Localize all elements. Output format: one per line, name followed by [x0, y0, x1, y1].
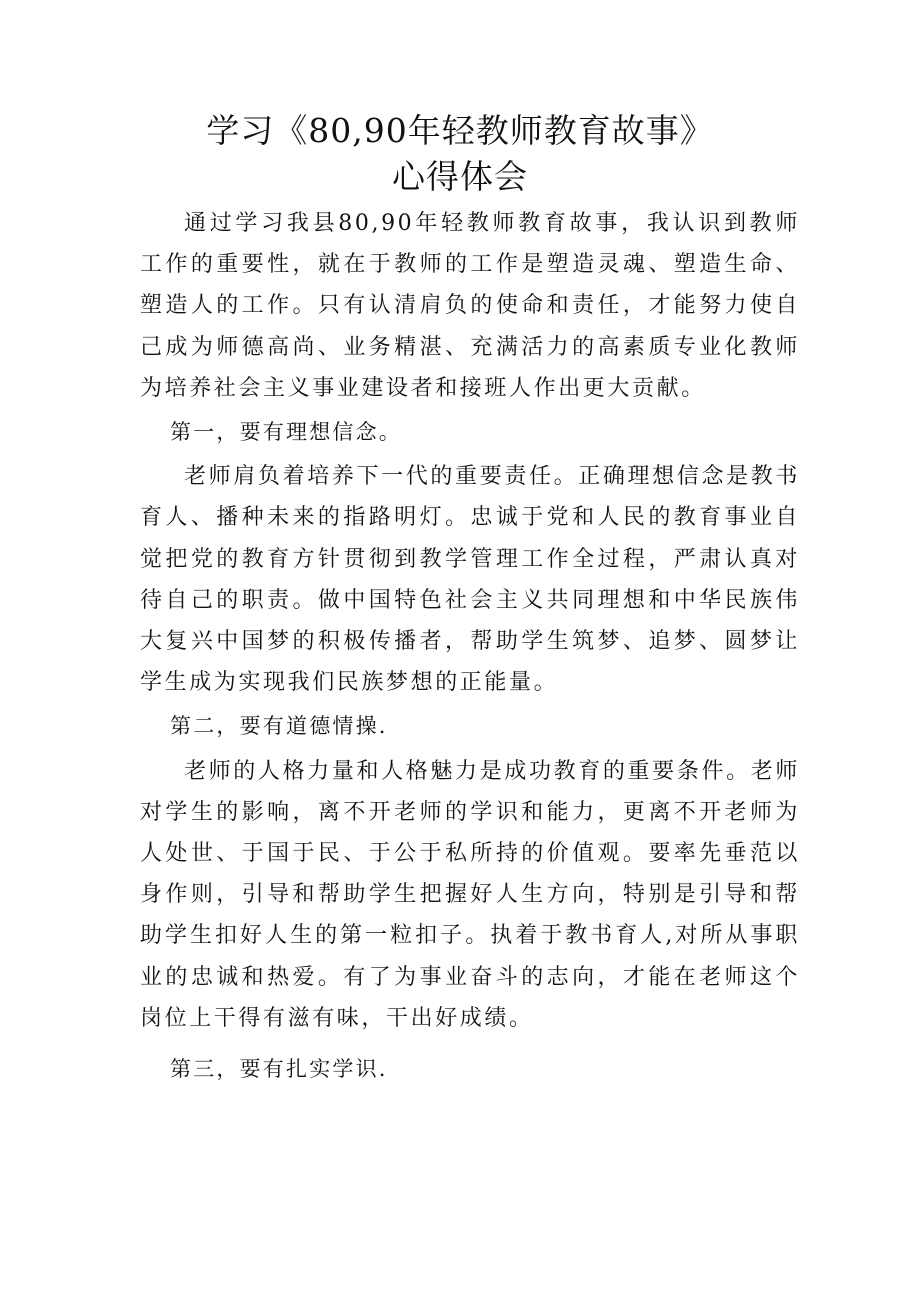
document-title-line-1: 学习《80,90年轻教师教育故事》 — [206, 111, 714, 150]
section-paragraph-1: 老师肩负着培养下一代的重要责任。正确理想信念是教书育人、播种未来的指路明灯。忠诚于党和人民的教育事业自觉把党的教育方针贯彻到教学管理工作全过程，严肃认真对待自己的职责。做中国特色社会主义共同理想和中华民族伟大复兴中国梦的积极传播者，帮助学生筑梦、追梦、圆梦让学生成为实现我们民族梦想的正能量。 — [140, 464, 800, 696]
document-title-line-2: 心得体会 — [392, 157, 528, 196]
section-heading-3: 第三，要有扎实学识. — [170, 1057, 388, 1082]
section-paragraph-2: 老师的人格力量和人格魅力是成功教育的重要条件。老师对学生的影响，离不开老师的学识和能力，更离不开老师为人处世、于国于民、于公于私所持的价值观。要率先垂范以身作则，引导和帮助学生把握好人生方向，特别是引导和帮助学生扣好人生的第一粒扣子。执着于教书育人,对所从事职业的忠诚和热爱。有了为事业奋斗的志向，才能在老师这个岗位上干得有滋有味，干出好成绩。 — [140, 758, 800, 1031]
intro-paragraph: 通过学习我县80,90年轻教师教育故事，我认识到教师工作的重要性，就在于教师的工作是塑造灵魂、塑造生命、塑造人的工作。只有认清肩负的使命和责任，才能努力使自己成为师德高尚、业务精湛、充满活力的高素质专业化教师为培养社会主义事业建设者和接班人作出更大贡献。 — [140, 211, 800, 401]
section-heading-2: 第二，要有道德情操. — [170, 714, 388, 739]
document-body — [140, 203, 800, 1090]
section-heading-1: 第一，要有理想信念。 — [170, 420, 402, 445]
